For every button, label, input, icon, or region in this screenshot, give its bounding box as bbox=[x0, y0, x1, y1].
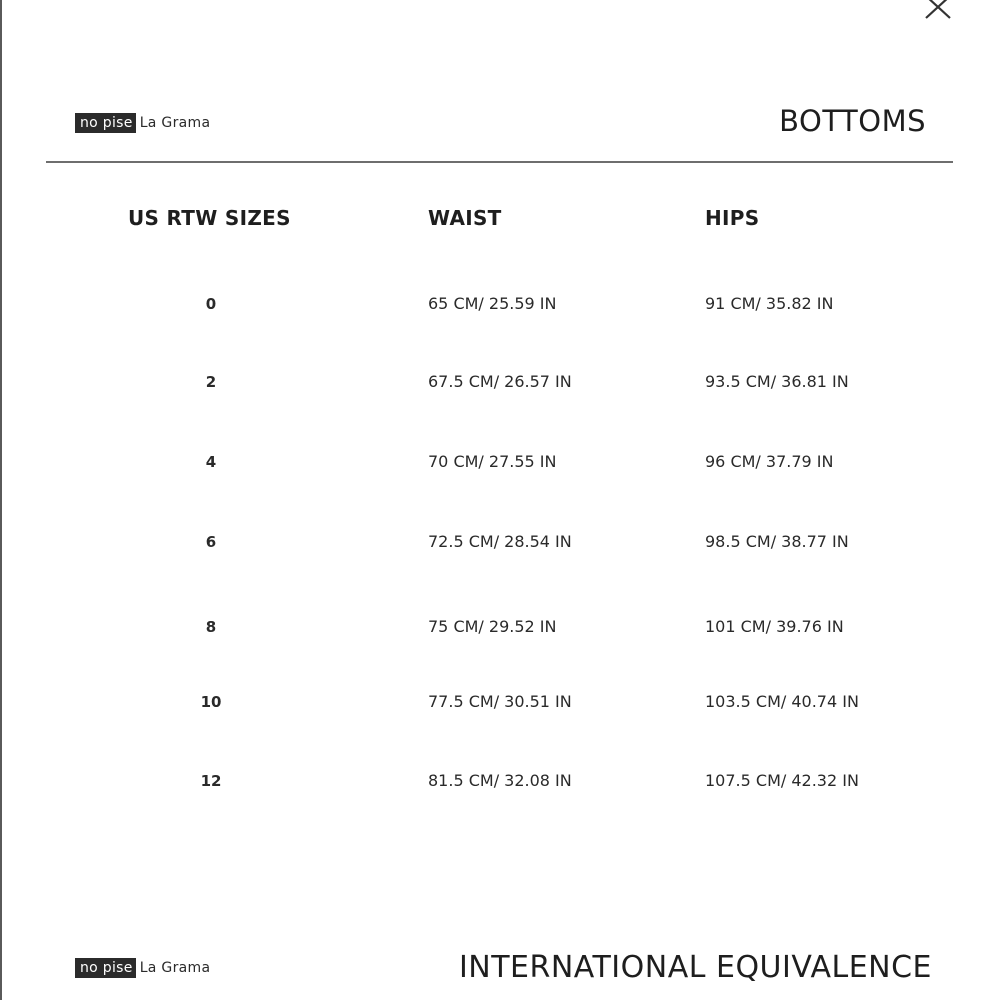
size-cell: 6 bbox=[205, 533, 217, 551]
waist-cell: 77.5 CM/ 30.51 IN bbox=[428, 692, 572, 711]
table-row bbox=[0, 370, 1000, 394]
table-row bbox=[0, 769, 1000, 793]
waist-cell: 81.5 CM/ 32.08 IN bbox=[428, 771, 572, 790]
size-cell: 12 bbox=[200, 772, 222, 790]
hips-cell: 98.5 CM/ 38.77 IN bbox=[705, 532, 849, 551]
close-button[interactable] bbox=[918, 0, 958, 24]
hips-cell: 91 CM/ 35.82 IN bbox=[705, 294, 834, 313]
size-cell: 8 bbox=[205, 618, 217, 636]
hips-cell: 103.5 CM/ 40.74 IN bbox=[705, 692, 859, 711]
size-cell: 4 bbox=[205, 453, 217, 471]
waist-cell: 75 CM/ 29.52 IN bbox=[428, 617, 557, 636]
waist-cell: 67.5 CM/ 26.57 IN bbox=[428, 372, 572, 391]
waist-cell: 65 CM/ 25.59 IN bbox=[428, 294, 557, 313]
hips-cell: 101 CM/ 39.76 IN bbox=[705, 617, 844, 636]
section-title: BOTTOMS bbox=[779, 104, 926, 138]
size-cell: 2 bbox=[205, 373, 217, 391]
waist-cell: 72.5 CM/ 28.54 IN bbox=[428, 532, 572, 551]
table-row bbox=[0, 450, 1000, 474]
hips-cell: 107.5 CM/ 42.32 IN bbox=[705, 771, 859, 790]
next-section-title: INTERNATIONAL EQUIVALENCE bbox=[458, 950, 932, 985]
brand-logo-boxed-text: no pise bbox=[75, 113, 136, 133]
modal-left-border bbox=[0, 0, 2, 1000]
close-icon bbox=[918, 0, 958, 24]
column-header-waist: WAIST bbox=[428, 206, 502, 230]
table-row bbox=[0, 690, 1000, 714]
size-cell: 10 bbox=[200, 693, 222, 711]
brand-logo-text: La Grama bbox=[139, 960, 211, 976]
waist-cell: 70 CM/ 27.55 IN bbox=[428, 452, 557, 471]
hips-cell: 96 CM/ 37.79 IN bbox=[705, 452, 834, 471]
header-divider bbox=[46, 161, 953, 163]
hips-cell: 93.5 CM/ 36.81 IN bbox=[705, 372, 849, 391]
column-header-size: US RTW SIZES bbox=[128, 206, 291, 230]
brand-logo-boxed-text: no pise bbox=[75, 958, 136, 978]
column-header-hips: HIPS bbox=[705, 206, 760, 230]
brand-logo-top bbox=[75, 113, 210, 133]
table-row bbox=[0, 530, 1000, 554]
brand-logo-text: La Grama bbox=[139, 115, 211, 131]
brand-logo-bottom bbox=[75, 958, 210, 978]
size-cell: 0 bbox=[205, 295, 217, 313]
table-row bbox=[0, 615, 1000, 639]
table-row bbox=[0, 292, 1000, 316]
